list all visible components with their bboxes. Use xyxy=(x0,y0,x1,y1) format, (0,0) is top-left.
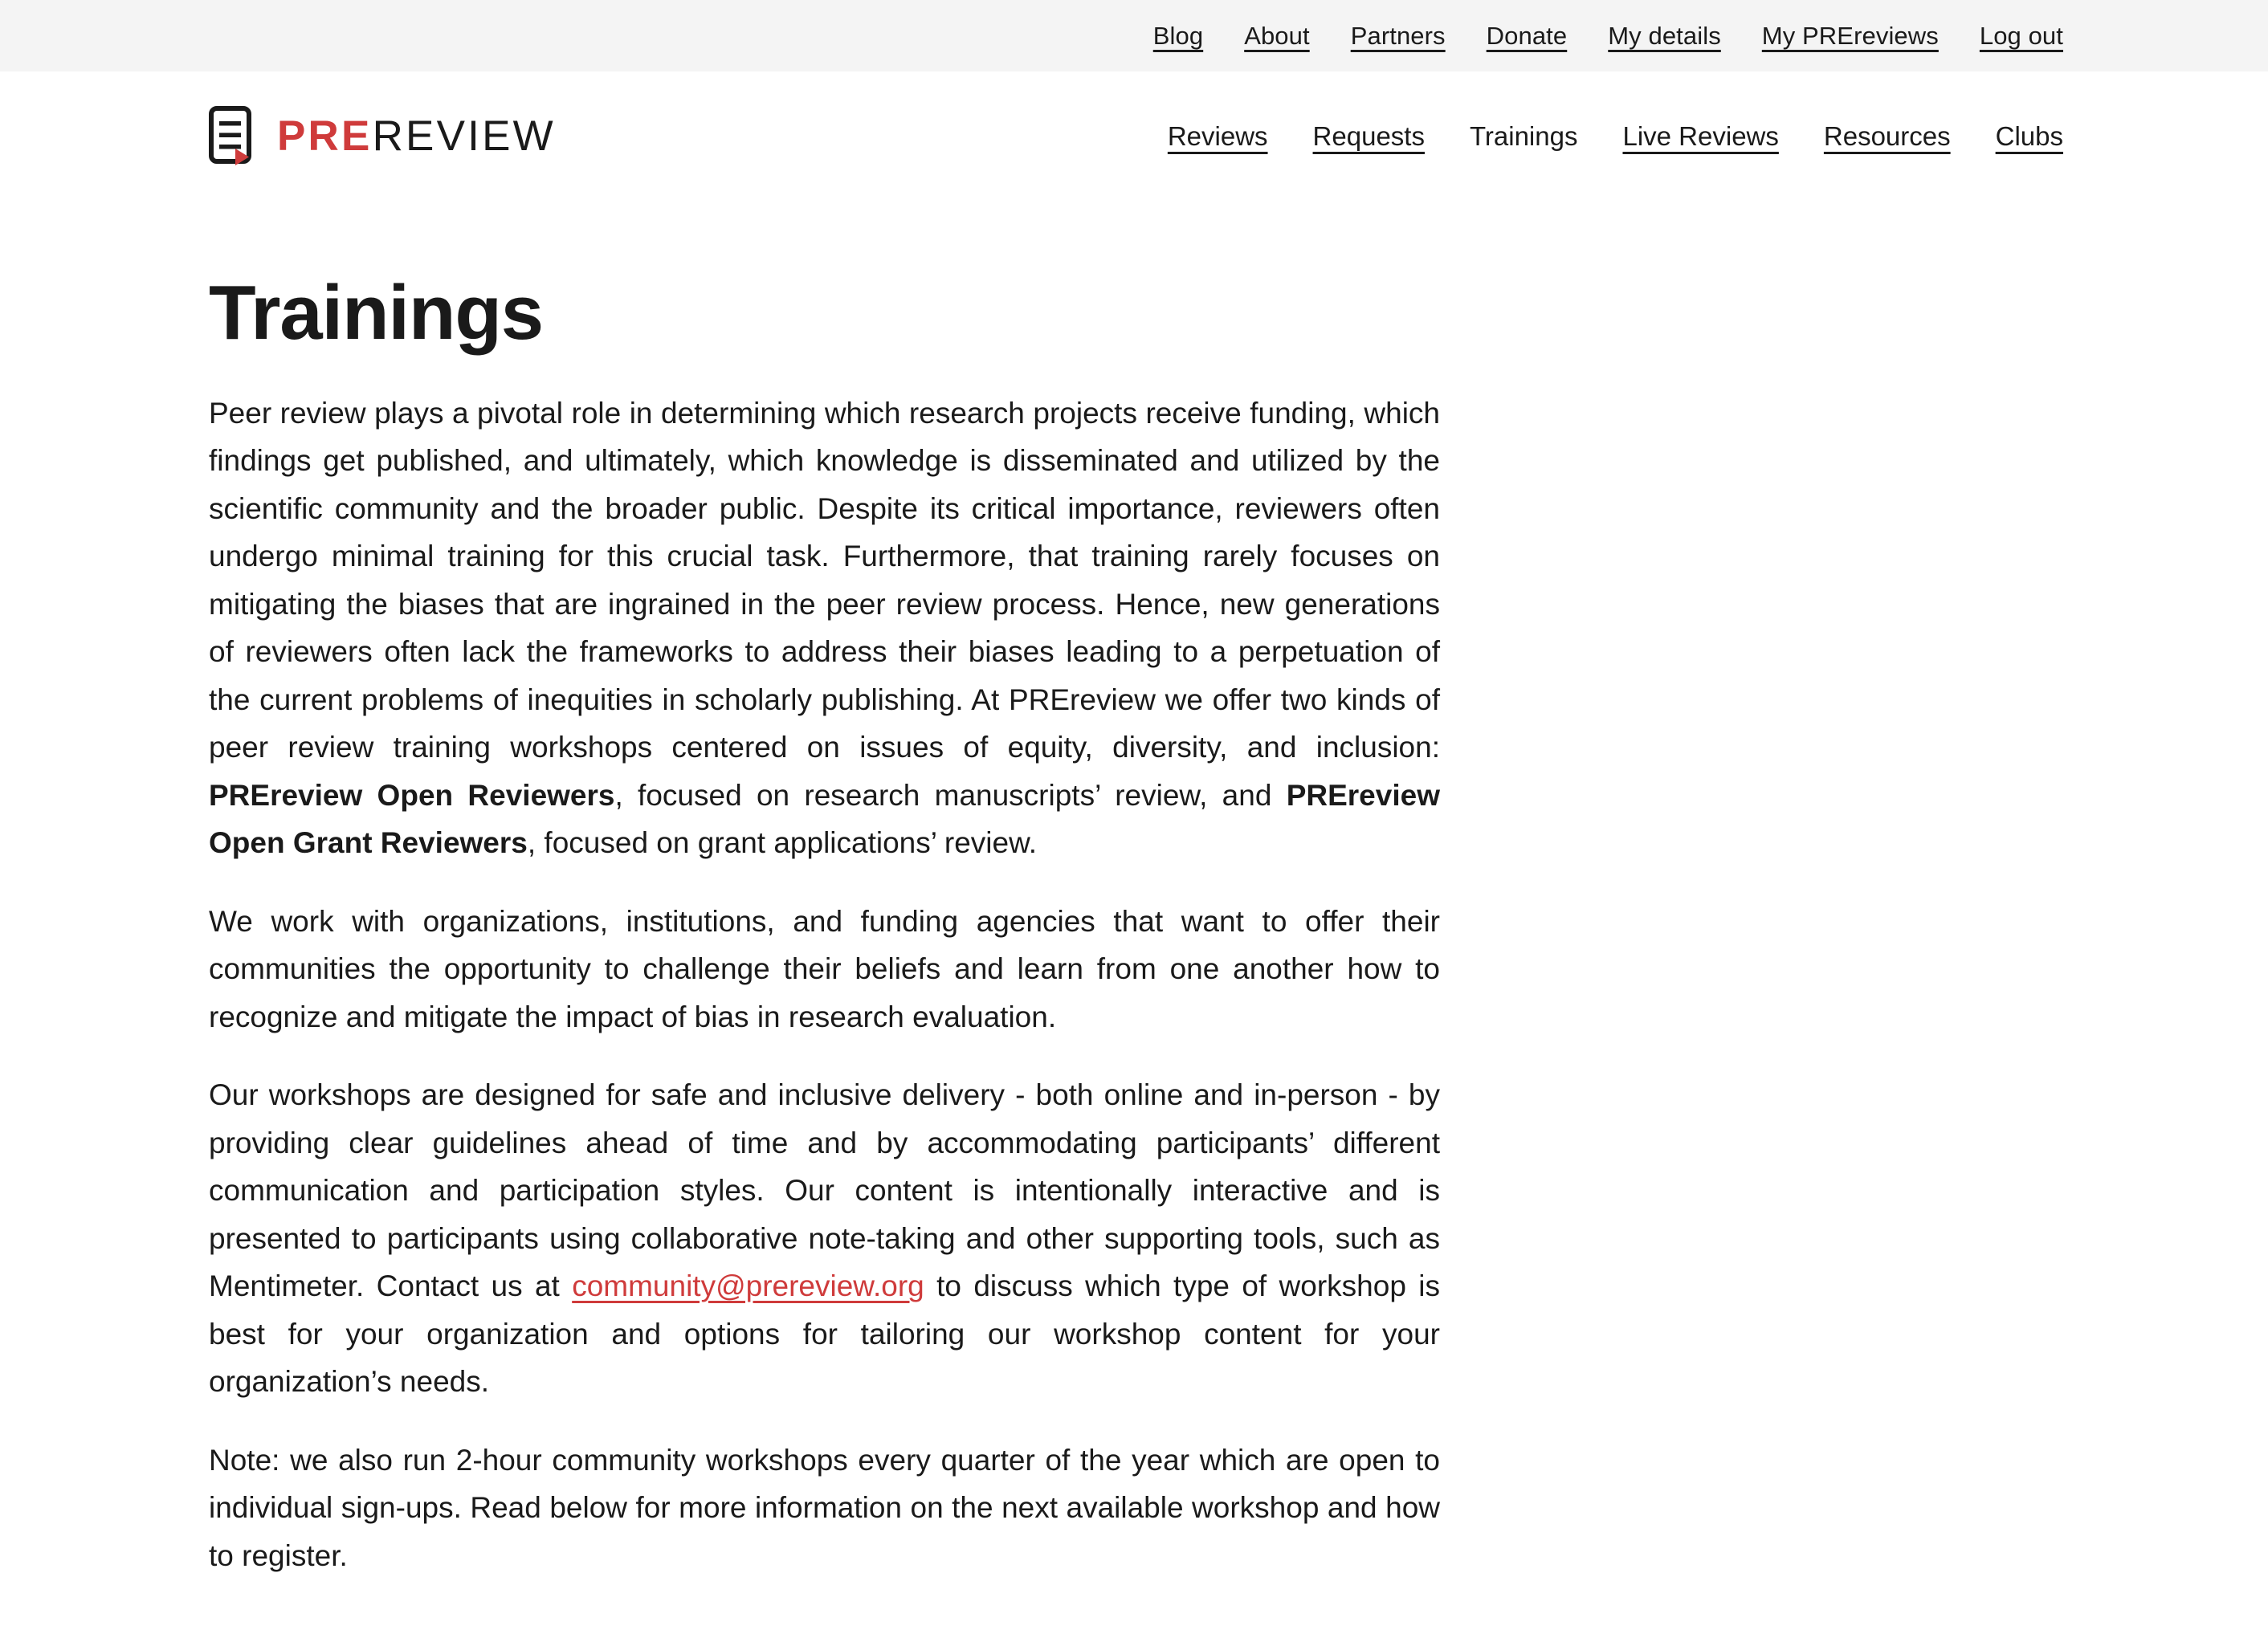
topbar-link-my-prereviews[interactable]: My PREreviews xyxy=(1761,22,1939,50)
workshop-design-text-1: Our workshops are designed for safe and inclusive delivery - both online and in-person - by providing clear guidelines ahead of time and by accommodating participants’ different communication and participation styles. Our content is intentionally interactive and is presented to participants using collaborative note-taking and other supporting tools, such as Mentimeter. Contact us at xyxy=(209,1078,1440,1303)
nav-item-trainings[interactable]: Trainings xyxy=(1469,121,1578,151)
top-utility-nav xyxy=(1153,23,2063,48)
brand-wordmark xyxy=(277,112,556,160)
intro-paragraph-text-1: Peer review plays a pivotal role in determining which research projects receive funding, which findings get published, and ultimately, which knowledge is disseminated and utilized by the scientific community and the broader public. Despite its critical importance, reviewers often undergo minimal training for this crucial task. Furthermore, that training rarely focuses on mitigating the biases that are ingrained in the peer review process. Hence, new generations of reviewers often lack the frameworks to address their biases leading to a perpetuation of the current problems of inequities in scholarly publishing. At PREreview we offer two kinds of peer review training workshops centered on issues of equity, diversity, and inclusion: xyxy=(209,396,1440,764)
topbar-link-my-details[interactable]: My details xyxy=(1608,22,1721,50)
document-with-arrow-icon xyxy=(209,106,255,167)
page-title: Trainings xyxy=(209,270,543,356)
content-column xyxy=(209,201,1440,1579)
note-paragraph: Note: we also run 2-hour community workshops every quarter of the year which are open to individual sign-ups. Read below for more information on the next available workshop and how to register. xyxy=(209,1443,1440,1572)
top-utility-bar xyxy=(0,0,2268,71)
open-grant-reviewers-emphasis: PREreview Open Grant Reviewers xyxy=(209,778,1440,860)
workshop-design-paragraph xyxy=(209,1071,1440,1406)
brand-wordmark-pre: PRE xyxy=(277,112,373,160)
nav-item-requests[interactable]: Requests xyxy=(1312,121,1425,151)
topbar-link-about[interactable]: About xyxy=(1244,22,1310,50)
site-logo[interactable] xyxy=(209,106,556,167)
nav-item-resources[interactable]: Resources xyxy=(1823,121,1951,151)
main-content xyxy=(0,201,2268,1579)
nav-item-live-reviews[interactable]: Live Reviews xyxy=(1622,121,1779,151)
brand-wordmark-review: REVIEW xyxy=(372,112,556,160)
nav-item-clubs[interactable]: Clubs xyxy=(1995,121,2063,151)
partners-paragraph: We work with organizations, institutions, and funding agencies that want to offer their communities the opportunity to challenge their beliefs and learn from one another how to recognize and mitigate the impact of bias in research evaluation. xyxy=(209,904,1440,1033)
community-email-link[interactable]: community@prereview.org xyxy=(572,1269,924,1303)
topbar-link-blog[interactable]: Blog xyxy=(1152,22,1204,50)
workshop-design-text-2: to discuss which type of workshop is best for your organization and options for tailoring our workshop content for your organization’s needs. xyxy=(209,1269,1440,1399)
site-header xyxy=(0,71,2268,201)
nav-item-reviews[interactable]: Reviews xyxy=(1167,121,1268,151)
open-reviewers-emphasis: PREreview Open Reviewers xyxy=(209,778,615,812)
topbar-link-donate[interactable]: Donate xyxy=(1486,22,1568,50)
topbar-link-partners[interactable]: Partners xyxy=(1350,22,1446,50)
primary-nav xyxy=(1168,123,2063,149)
topbar-link-log-out[interactable]: Log out xyxy=(1979,22,2063,50)
intro-paragraph-text-3: , focused on grant applications’ review. xyxy=(527,826,1038,860)
intro-paragraph-text-2: , focused on research manuscripts’ review, and xyxy=(614,778,1287,812)
intro-paragraph xyxy=(209,389,1440,867)
